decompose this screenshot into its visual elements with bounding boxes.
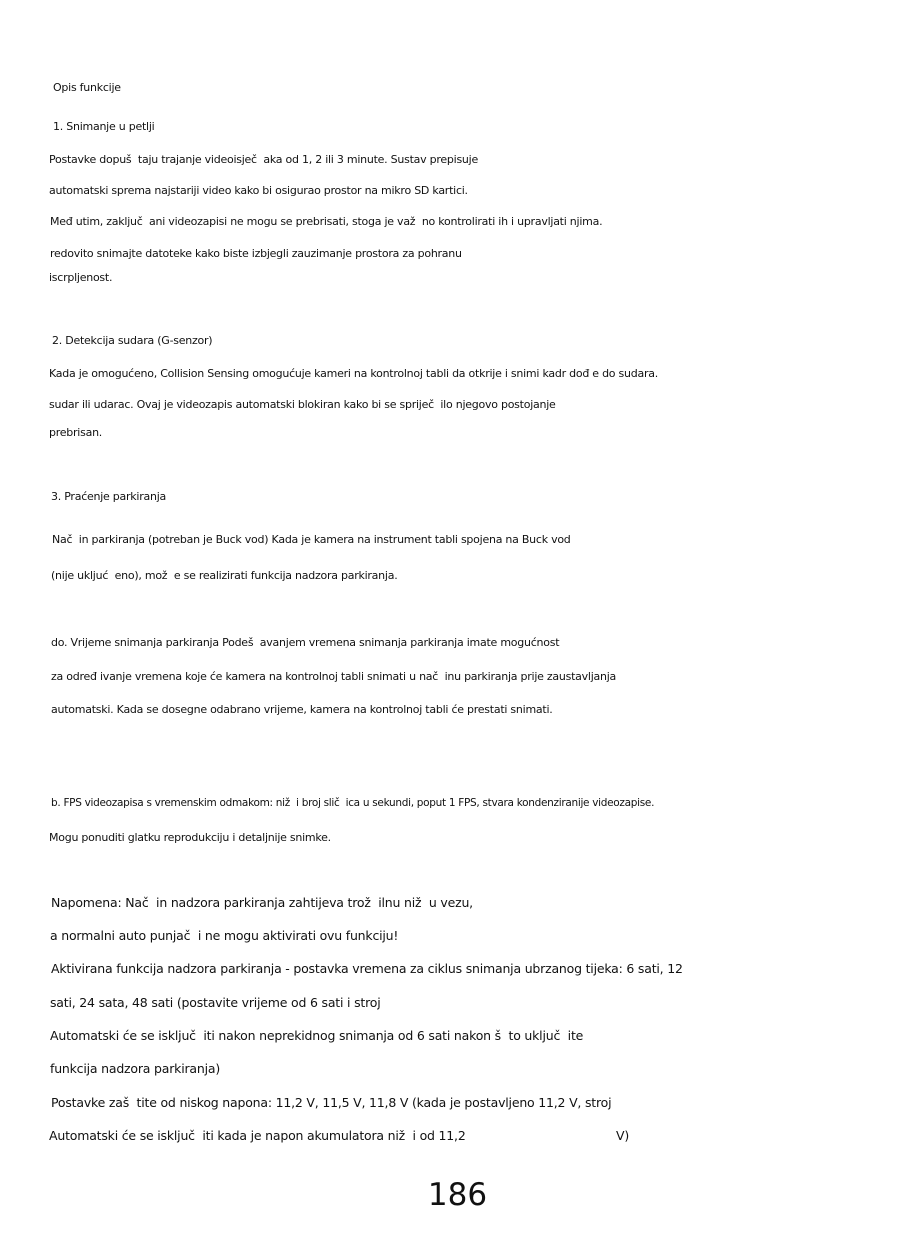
text-line: Nač in parkiranja (potreban je Buck vod) Kada je kamera na instrument tabli spojena na Buck vod bbox=[52, 533, 571, 546]
text-line: sudar ili udarac. Ovaj je videozapis automatski blokiran kako bi se spriječ ilo njegovo postojanje bbox=[49, 398, 556, 411]
note-line: sati, 24 sata, 48 sati (postavite vrijeme od 6 sati i stroj bbox=[50, 995, 381, 1010]
text-line: Postavke dopuš taju trajanje videoisječ aka od 1, 2 ili 3 minute. Sustav prepisuje bbox=[49, 153, 478, 166]
note-line-tail: V) bbox=[616, 1128, 630, 1143]
note-line: Aktivirana funkcija nadzora parkiranja - postavka vremena za ciklus snimanja ubrzanog tijeka: 6 sati, 12 bbox=[51, 961, 683, 976]
section-title-collision-detection: 2. Detekcija sudara (G-senzor) bbox=[52, 334, 213, 347]
note-line: Napomena: Nač in nadzora parkiranja zahtijeva trož ilnu niž u vezu, bbox=[51, 895, 473, 910]
text-line: prebrisan. bbox=[49, 426, 103, 439]
note-line: Automatski će se isključ iti nakon neprekidnog snimanja od 6 sati nakon š to uključ ite bbox=[50, 1028, 584, 1043]
text-line: iscrpljenost. bbox=[49, 271, 113, 284]
page-heading: Opis funkcije bbox=[53, 81, 121, 94]
text-line: b. FPS videozapisa s vremenskim odmakom: niž i broj slič ica u sekundi, poput 1 FPS, stvara kondenziranije videozapise. bbox=[51, 797, 655, 809]
section-title-parking-monitor: 3. Praćenje parkiranja bbox=[51, 490, 167, 503]
page-number: 186 bbox=[427, 1177, 488, 1213]
text-line: (nije ukljuć eno), mož e se realizirati funkcija nadzora parkiranja. bbox=[51, 569, 398, 582]
text-line: Mogu ponuditi glatku reprodukciju i detaljnije snimke. bbox=[49, 831, 331, 844]
text-line: automatski. Kada se dosegne odabrano vrijeme, kamera na kontrolnoj tabli će prestati snimati. bbox=[51, 703, 553, 716]
note-line: funkcija nadzora parkiranja) bbox=[50, 1061, 221, 1076]
text-line: redovito snimajte datoteke kako biste izbjegli zauzimanje prostora za pohranu bbox=[50, 247, 462, 260]
note-line: a normalni auto punjač i ne mogu aktivirati ovu funkciju! bbox=[50, 928, 399, 943]
note-line: Postavke zaš tite od niskog napona: 11,2 V, 11,5 V, 11,8 V (kada je postavljeno 11,2 V, stroj bbox=[51, 1095, 612, 1110]
text-line: Međ utim, zaključ ani videozapisi ne mogu se prebrisati, stoga je važ no kontrolirati ih i upravljati njima. bbox=[50, 215, 603, 228]
text-line: automatski sprema najstariji video kako bi osigurao prostor na mikro SD kartici. bbox=[49, 184, 468, 197]
text-line: do. Vrijeme snimanja parkiranja Podeš avanjem vremena snimanja parkiranja imate mogućnost bbox=[51, 636, 560, 649]
note-line: Automatski će se isključ iti kada je napon akumulatora niž i od 11,2 bbox=[49, 1128, 466, 1143]
text-line: Kada je omogućeno, Collision Sensing omogućuje kameri na kontrolnoj tabli da otkrije i snimi kadr dođ e do sudara. bbox=[49, 367, 658, 380]
text-line: za određ ivanje vremena koje će kamera na kontrolnoj tabli snimati u nač inu parkiranja prije zaustavljanja bbox=[51, 670, 617, 683]
section-title-loop-recording: 1. Snimanje u petlji bbox=[53, 120, 155, 133]
